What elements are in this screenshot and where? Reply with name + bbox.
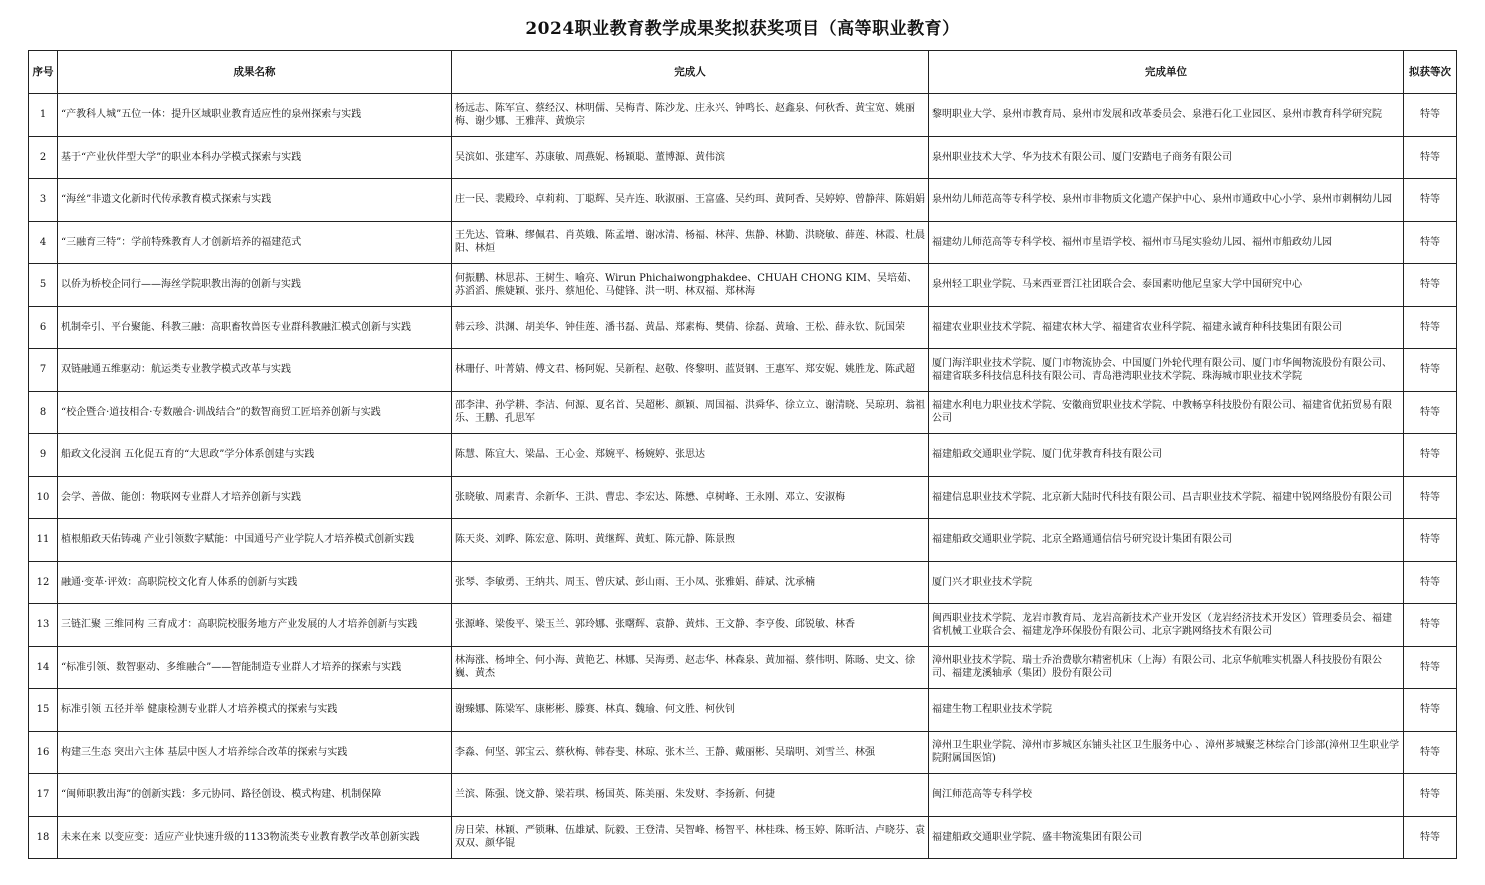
- cell-no: 1: [29, 94, 58, 137]
- cell-rank: 特等: [1404, 306, 1457, 349]
- cell-no: 8: [29, 391, 58, 434]
- cell-rank: 特等: [1404, 434, 1457, 477]
- cell-units: 黎明职业大学、泉州市教育局、泉州市发展和改革委员会、泉港石化工业园区、泉州市教育科学研究院: [929, 94, 1404, 137]
- cell-members: 吴滨如、张建军、苏康敏、周燕妮、杨颖聪、董博源、黄伟滨: [452, 136, 929, 179]
- cell-name: 双链融通五维驱动：航运类专业教学模式改革与实践: [58, 349, 452, 392]
- table-row: [29, 476, 1457, 519]
- cell-units: 福建生物工程职业技术学院: [929, 689, 1404, 732]
- cell-rank: 特等: [1404, 816, 1457, 859]
- cell-name: 未来在来 以变应变：适应产业快速升级的1133物流类专业教育教学改革创新实践: [58, 816, 452, 859]
- cell-members: 庄一民、裴殿玲、卓莉莉、丁聪辉、吴卉连、耿淑丽、王富盛、吴约珥、黄阿香、吴婷婷、曾静萍、陈娟娟: [452, 179, 929, 222]
- header-name: 成果名称: [58, 51, 452, 94]
- table-row: [29, 604, 1457, 647]
- cell-name: 构建三生态 突出六主体 基层中医人才培养综合改革的探索与实践: [58, 731, 452, 774]
- cell-no: 2: [29, 136, 58, 179]
- cell-rank: 特等: [1404, 264, 1457, 307]
- cell-name: 植根船政天佑铸魂 产业引领数字赋能：中国通号产业学院人才培养模式创新实践: [58, 519, 452, 562]
- cell-name: “三融育三特”：学前特殊教育人才创新培养的福建范式: [58, 221, 452, 264]
- cell-members: 林海涨、杨坤全、何小海、黄艳艺、林娜、吴海勇、赵志华、林森泉、黄加福、蔡伟明、陈旸、史文、徐巍、黄杰: [452, 646, 929, 689]
- cell-name: “产教科人城”五位一体：提升区域职业教育适应性的泉州探索与实践: [58, 94, 452, 137]
- cell-no: 12: [29, 561, 58, 604]
- cell-members: 林珊仔、叶菁婧、傅文君、杨阿妮、吴新程、赵敬、佟黎明、蓝贤钢、王惠军、郑安妮、姚胜龙、陈武超: [452, 349, 929, 392]
- cell-name: 船政文化浸润 五化促五育的“大思政”学分体系创建与实践: [58, 434, 452, 477]
- table-row: [29, 561, 1457, 604]
- cell-rank: 特等: [1404, 349, 1457, 392]
- cell-no: 4: [29, 221, 58, 264]
- table-row: [29, 816, 1457, 859]
- cell-units: 泉州幼儿师范高等专科学校、泉州市非物质文化遗产保护中心、泉州市通政中心小学、泉州市刺桐幼儿园: [929, 179, 1404, 222]
- cell-no: 18: [29, 816, 58, 859]
- table-row: [29, 731, 1457, 774]
- cell-no: 11: [29, 519, 58, 562]
- cell-name: 融通·变革·评效：高职院校文化育人体系的创新与实践: [58, 561, 452, 604]
- page-title: 2024职业教育教学成果奖拟获奖项目（高等职业教育）: [525, 19, 960, 39]
- cell-units: 闽西职业技术学院、龙岩市教育局、龙岩高新技术产业开发区（龙岩经济技术开发区）管理委员会、福建省机械工业联合会、福建龙净环保股份有限公司、北京字跳网络技术有限公司: [929, 604, 1404, 647]
- cell-name: 标准引领 五径并举 健康检测专业群人才培养模式的探索与实践: [58, 689, 452, 732]
- cell-units: 厦门兴才职业技术学院: [929, 561, 1404, 604]
- cell-members: 陈天炎、刘晔、陈宏意、陈明、黄继辉、黄虹、陈元静、陈景煦: [452, 519, 929, 562]
- cell-members: 张源峰、梁俊平、梁玉兰、郭玲娜、张曙辉、袁静、黄炜、王文静、李亨俊、邱锐敏、林香: [452, 604, 929, 647]
- cell-name: 三链汇聚 三维同构 三育成才：高职院校服务地方产业发展的人才培养创新与实践: [58, 604, 452, 647]
- header-units: 完成单位: [929, 51, 1404, 94]
- cell-rank: 特等: [1404, 94, 1457, 137]
- table-row: [29, 179, 1457, 222]
- cell-name: “闽师职教出海”的创新实践：多元协同、路径创设、模式构建、机制保障: [58, 774, 452, 817]
- cell-no: 10: [29, 476, 58, 519]
- table-row: [29, 689, 1457, 732]
- table-row: [29, 94, 1457, 137]
- table-row: [29, 519, 1457, 562]
- cell-no: 16: [29, 731, 58, 774]
- cell-name: 以侨为桥校企同行——海丝学院职教出海的创新与实践: [58, 264, 452, 307]
- cell-no: 6: [29, 306, 58, 349]
- cell-no: 14: [29, 646, 58, 689]
- table-row: [29, 646, 1457, 689]
- header-members: 完成人: [452, 51, 929, 94]
- cell-no: 3: [29, 179, 58, 222]
- awards-table: [28, 50, 1457, 859]
- table-row: [29, 306, 1457, 349]
- cell-no: 17: [29, 774, 58, 817]
- table-row: [29, 136, 1457, 179]
- cell-members: 邵李津、孙学耕、李洁、何源、夏名首、吴超彬、颜颖、周国福、洪舜华、徐立立、谢清晓、吴琼玥、翁祖乐、王鹏、孔思军: [452, 391, 929, 434]
- table-row: [29, 434, 1457, 477]
- cell-units: 闽江师范高等专科学校: [929, 774, 1404, 817]
- table-row: [29, 391, 1457, 434]
- cell-rank: 特等: [1404, 519, 1457, 562]
- table-row: [29, 221, 1457, 264]
- cell-rank: 特等: [1404, 221, 1457, 264]
- cell-no: 13: [29, 604, 58, 647]
- cell-units: 福建信息职业技术学院、北京新大陆时代科技有限公司、昌吉职业技术学院、福建中锐网络股份有限公司: [929, 476, 1404, 519]
- cell-members: 兰滨、陈强、饶文静、梁若琪、杨国英、陈美丽、朱发财、李扬新、何捷: [452, 774, 929, 817]
- cell-units: 泉州职业技术大学、华为技术有限公司、厦门安踏电子商务有限公司: [929, 136, 1404, 179]
- table-row: [29, 774, 1457, 817]
- cell-units: 福建幼儿师范高等专科学校、福州市星语学校、福州市马尾实验幼儿园、福州市船政幼儿园: [929, 221, 1404, 264]
- cell-members: 李淼、何坚、郭宝云、蔡秋梅、韩春斐、林琼、张木兰、王静、戴丽彬、吴瑞明、刘雪兰、林强: [452, 731, 929, 774]
- cell-rank: 特等: [1404, 136, 1457, 179]
- cell-rank: 特等: [1404, 179, 1457, 222]
- cell-units: 厦门海洋职业技术学院、厦门市物流协会、中国厦门外轮代理有限公司、厦门市华闽物流股份有限公司、福建省联多科技信息科技有限公司、青岛港湾职业技术学院、珠海城市职业技术学院: [929, 349, 1404, 392]
- cell-members: 杨远志、陈军宣、蔡经汉、林明儒、吴梅青、陈沙龙、庄永兴、钟鸣长、赵鑫泉、何秋香、黄宝宽、姚丽梅、谢少娜、王雅萍、黄焕宗: [452, 94, 929, 137]
- header-rank: 拟获等次: [1404, 51, 1457, 94]
- cell-name: 基于“产业伙伴型大学”的职业本科办学模式探索与实践: [58, 136, 452, 179]
- cell-name: “校企暨合·道技相合·专数融合·训战结合”的数智商贸工匠培养创新与实践: [58, 391, 452, 434]
- cell-no: 9: [29, 434, 58, 477]
- cell-units: 漳州卫生职业学院、漳州市芗城区东铺头社区卫生服务中心 、漳州芗城聚芝林综合门诊部(漳州卫生职业学院附属国医馆): [929, 731, 1404, 774]
- cell-units: 福建船政交通职业学院、厦门优芽教育科技有限公司: [929, 434, 1404, 477]
- table-row: [29, 264, 1457, 307]
- table-header-row: [29, 51, 1457, 94]
- cell-name: 会学、善做、能创：物联网专业群人才培养创新与实践: [58, 476, 452, 519]
- cell-members: 谢臻娜、陈梁军、康彬彬、滕赛、林真、魏瑜、何文胜、柯伙钊: [452, 689, 929, 732]
- cell-members: 张晓敏、周素青、余新华、王洪、曹忠、李宏达、陈懋、卓树峰、王永刚、邓立、安淑梅: [452, 476, 929, 519]
- cell-units: 漳州职业技术学院、瑞士乔治费歇尔精密机床（上海）有限公司、北京华航唯实机器人科技股份有限公司、福建龙溪轴承（集团）股份有限公司: [929, 646, 1404, 689]
- cell-name: “标准引领、数智驱动、多维融合”——智能制造专业群人才培养的探索与实践: [58, 646, 452, 689]
- cell-members: 房日荣、林颖、严锁琳、伍雄斌、阮毅、王登清、吴智峰、杨智平、林桂珠、杨玉婷、陈昕洁、卢晓芬、袁双双、颜华锟: [452, 816, 929, 859]
- cell-no: 7: [29, 349, 58, 392]
- cell-no: 5: [29, 264, 58, 307]
- header-no: 序号: [29, 51, 58, 94]
- cell-no: 15: [29, 689, 58, 732]
- cell-rank: 特等: [1404, 391, 1457, 434]
- cell-members: 张琴、李敏勇、王纳共、周玉、曾庆斌、彭山雨、王小凤、张雅娟、薛斌、沈承楠: [452, 561, 929, 604]
- cell-rank: 特等: [1404, 561, 1457, 604]
- cell-units: 福建水利电力职业技术学院、安徽商贸职业技术学院、中教畅享科技股份有限公司、福建省优拓贸易有限公司: [929, 391, 1404, 434]
- cell-members: 何振鹏、林思荪、王树生、喻亮、Wirun Phichaiwongphakdee、CHUAH CHONG KIM、吴培茹、苏滔滔、熊婕颖、张丹、蔡旭伦、马健锋、洪一明、林双福、郑林海: [452, 264, 929, 307]
- cell-rank: 特等: [1404, 604, 1457, 647]
- cell-members: 韩云珍、洪渊、胡美华、钟佳莲、潘书磊、黄晶、郑素梅、樊倩、徐磊、黄瑜、王松、薛永钦、阮国荣: [452, 306, 929, 349]
- table-row: [29, 349, 1457, 392]
- cell-units: 福建农业职业技术学院、福建农林大学、福建省农业科学院、福建永诚育种科技集团有限公司: [929, 306, 1404, 349]
- cell-units: 福建船政交通职业学院、北京全路通通信信号研究设计集团有限公司: [929, 519, 1404, 562]
- cell-units: 福建船政交通职业学院、盛丰物流集团有限公司: [929, 816, 1404, 859]
- cell-rank: 特等: [1404, 646, 1457, 689]
- cell-rank: 特等: [1404, 774, 1457, 817]
- cell-units: 泉州轻工职业学院、马来西亚晋江社团联合会、泰国素叻他尼皇家大学中国研究中心: [929, 264, 1404, 307]
- cell-rank: 特等: [1404, 476, 1457, 519]
- cell-members: 王先达、管琳、缪佩君、肖英娥、陈孟增、谢冰清、杨福、林萍、焦静、林勤、洪晓敏、薛莲、林霞、杜晨阳、林烜: [452, 221, 929, 264]
- cell-name: 机制牵引、平台聚能、科教三融：高职畜牧兽医专业群科教融汇模式创新与实践: [58, 306, 452, 349]
- cell-rank: 特等: [1404, 689, 1457, 732]
- cell-name: “海丝”非遗文化新时代传承教育模式探索与实践: [58, 179, 452, 222]
- cell-members: 陈慧、陈宜大、梁晶、王心金、郑婉平、杨婉婷、张思达: [452, 434, 929, 477]
- cell-rank: 特等: [1404, 731, 1457, 774]
